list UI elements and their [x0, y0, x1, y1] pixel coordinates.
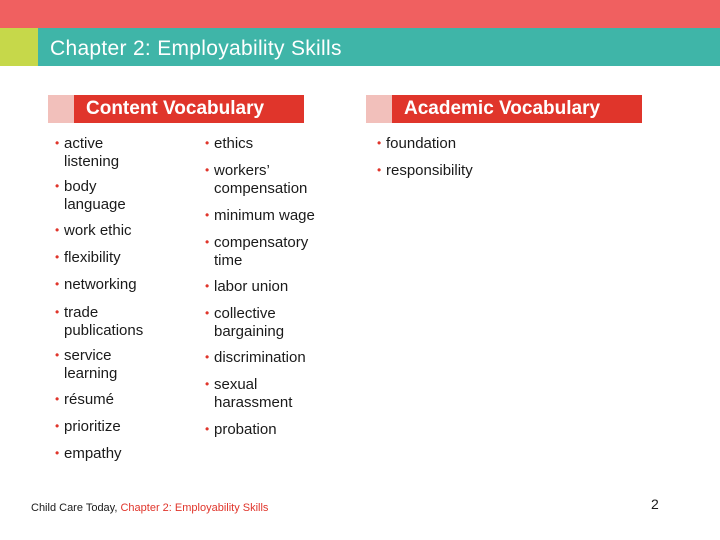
footer-chapter: Chapter 2: Employability Skills: [120, 502, 269, 514]
bullet-icon: •: [55, 223, 60, 237]
vocabulary-term: sexual harassment: [214, 376, 293, 411]
vocabulary-term: prioritize: [64, 418, 121, 435]
bullet-icon: •: [55, 179, 60, 193]
bullet-icon: •: [55, 136, 60, 150]
bullet-icon: •: [205, 306, 210, 320]
vocabulary-term: foundation: [386, 135, 457, 152]
vocabulary-item: [377, 135, 456, 153]
vocabulary-item: [205, 305, 284, 340]
bullet-icon: •: [55, 348, 60, 362]
footer-book-title: Child Care Today,: [31, 502, 121, 514]
vocabulary-term: work ethic: [64, 222, 132, 239]
bullet-icon: •: [205, 136, 210, 150]
title-band: [0, 28, 720, 66]
vocabulary-term: trade publications: [64, 304, 144, 339]
vocabulary-item: [205, 234, 308, 269]
vocabulary-item: [205, 376, 292, 411]
vocabulary-term: workers’ compensation: [214, 162, 308, 197]
bullet-icon: •: [205, 279, 210, 293]
bullet-icon: •: [55, 392, 60, 406]
vocabulary-item: [55, 276, 137, 294]
bullet-icon: •: [55, 419, 60, 433]
vocabulary-term: service learning: [64, 347, 118, 382]
page-number: 2: [651, 496, 659, 512]
vocabulary-item: [55, 347, 117, 382]
vocabulary-term: networking: [64, 276, 137, 293]
vocabulary-term: discrimination: [214, 349, 306, 366]
vocabulary-term: résumé: [64, 391, 115, 408]
vocabulary-term: empathy: [64, 445, 122, 462]
vocabulary-term: flexibility: [64, 249, 121, 266]
bullet-icon: •: [205, 163, 210, 177]
title-accent-block: [0, 28, 38, 66]
vocabulary-item: [55, 418, 121, 436]
vocabulary-term: compensatory time: [214, 234, 309, 269]
bullet-icon: •: [377, 163, 382, 177]
vocabulary-item: [205, 207, 315, 225]
vocabulary-item: [205, 349, 306, 367]
vocabulary-term: body language: [64, 178, 126, 213]
content-vocabulary-banner: Content Vocabulary: [48, 95, 304, 123]
vocabulary-item: [55, 178, 126, 213]
vocabulary-term: active listening: [64, 135, 120, 170]
vocabulary-term: collective bargaining: [214, 305, 285, 340]
vocabulary-item: [377, 162, 473, 180]
bullet-icon: •: [377, 136, 382, 150]
top-color-bar: [0, 0, 720, 28]
bullet-icon: •: [205, 350, 210, 364]
vocabulary-item: [55, 445, 122, 463]
vocabulary-term: labor union: [214, 278, 289, 295]
bullet-icon: •: [205, 208, 210, 222]
bullet-icon: •: [205, 422, 210, 436]
vocabulary-item: [205, 421, 277, 439]
vocabulary-term: responsibility: [386, 162, 473, 179]
vocabulary-item: [55, 249, 121, 267]
vocabulary-item: [55, 222, 132, 240]
bullet-icon: •: [205, 377, 210, 391]
vocabulary-item: [55, 304, 143, 339]
bullet-icon: •: [55, 277, 60, 291]
bullet-icon: •: [55, 250, 60, 264]
vocabulary-term: probation: [214, 421, 277, 438]
slide-title: Chapter 2: Employability Skills: [50, 37, 342, 60]
vocabulary-item: [55, 391, 114, 409]
academic-vocabulary-banner: Academic Vocabulary: [366, 95, 642, 123]
vocabulary-item: [205, 135, 253, 153]
bullet-icon: •: [205, 235, 210, 249]
vocabulary-item: [205, 162, 307, 197]
footer-citation: [31, 502, 268, 514]
bullet-icon: •: [55, 446, 60, 460]
vocabulary-item: [205, 278, 288, 296]
vocabulary-term: minimum wage: [214, 207, 315, 224]
vocabulary-term: ethics: [214, 135, 254, 152]
bullet-icon: •: [55, 305, 60, 319]
vocabulary-item: [55, 135, 119, 170]
